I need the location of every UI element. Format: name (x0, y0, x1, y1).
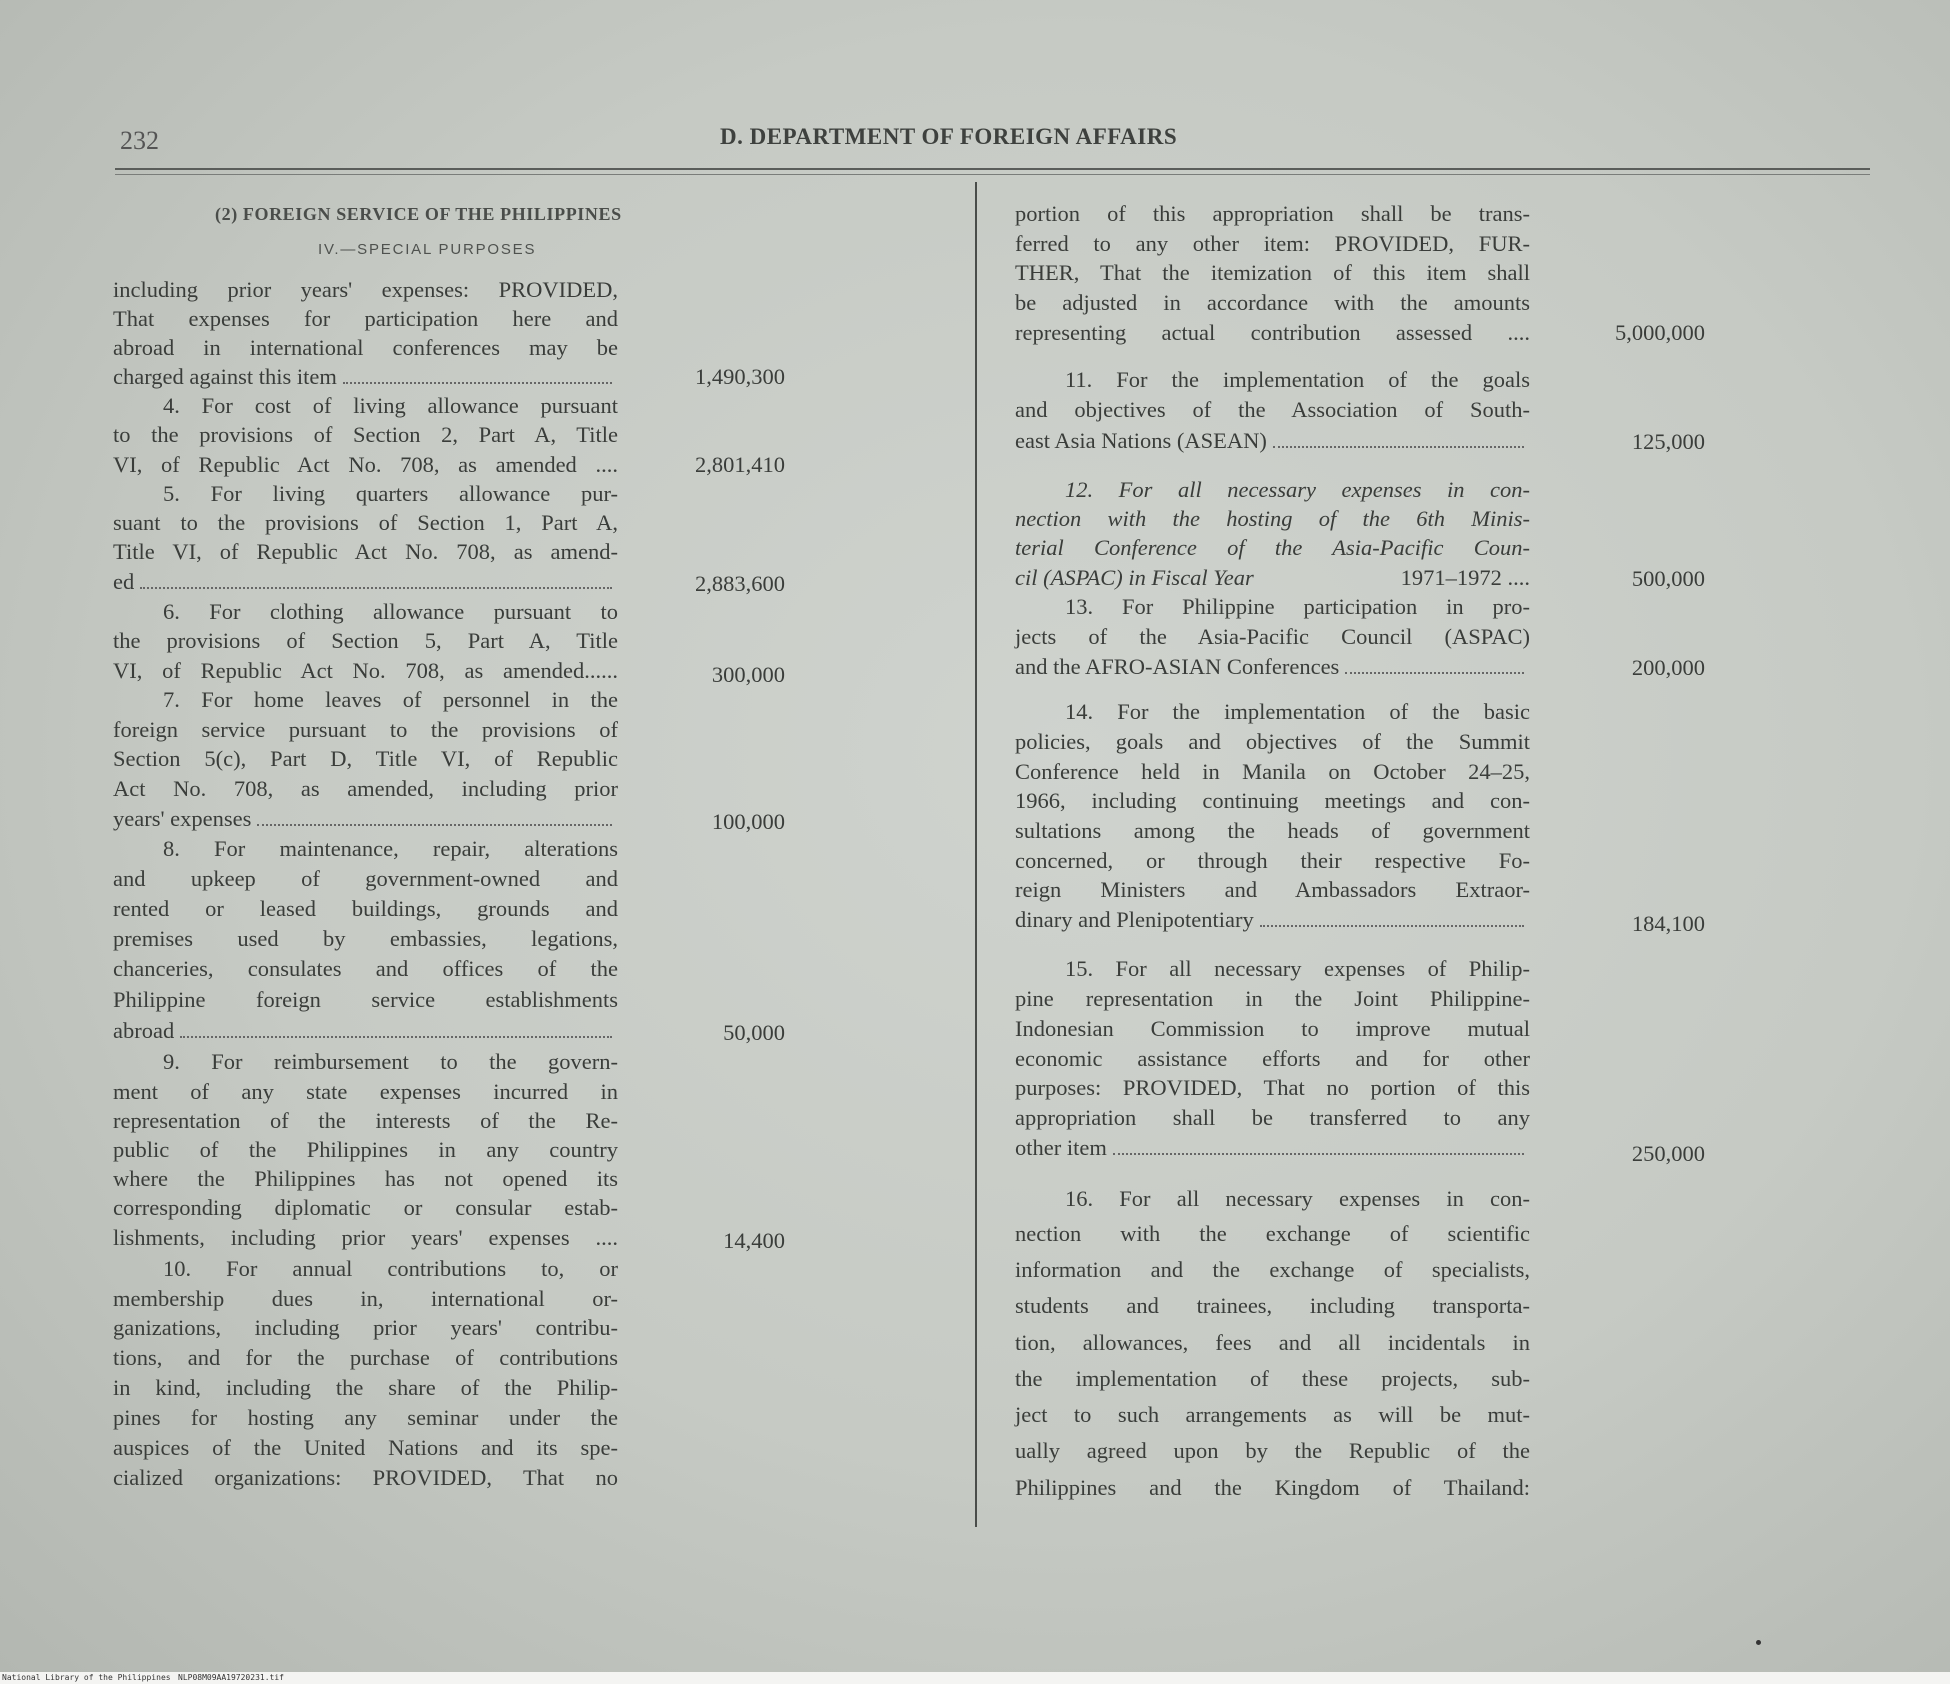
text-line: representation of the interests of the Re- (113, 1108, 618, 1133)
text-line: ment of any state expenses incurred in (113, 1079, 618, 1104)
text-line: 14. For the implementation of the basic (1065, 699, 1530, 724)
text-line: the implementation of these projects, sub- (1015, 1366, 1530, 1391)
text-line: 6. For clothing allowance pursuant to (163, 599, 618, 624)
text-line: premises used by embassies, legations, (113, 926, 618, 951)
column-divider (975, 182, 977, 1527)
text-line: purposes: PROVIDED, That no portion of this (1015, 1075, 1530, 1100)
text-line: east Asia Nations (ASEAN) (1015, 427, 1530, 455)
text-line: VI, of Republic Act No. 708, as amended...... (113, 658, 618, 683)
footer-library: National Library of the Philippines (2, 1673, 171, 1682)
text-line: Act No. 708, as amended, including prior (113, 776, 618, 801)
amount: 500,000 (1631, 566, 1705, 591)
text-line: lishments, including prior years' expenses .... (113, 1225, 618, 1250)
text-line: That expenses for participation here and (113, 306, 618, 331)
text-line: ferred to any other item: PROVIDED, FUR- (1015, 231, 1530, 256)
text-line: sultations among the heads of government (1015, 818, 1530, 843)
text-line: and the AFRO-ASIAN Conferences (1015, 653, 1530, 681)
text-line: in kind, including the share of the Philip- (113, 1375, 618, 1400)
text-line: rented or leased buildings, grounds and (113, 896, 618, 921)
page-number: 232 (120, 126, 159, 155)
text-line: policies, goals and objectives of the Summit (1015, 729, 1530, 754)
text-line: to the provisions of Section 2, Part A, Title (113, 422, 618, 447)
text-line: Indonesian Commission to improve mutual (1015, 1016, 1530, 1041)
text-line: THER, That the itemization of this item shall (1015, 260, 1530, 285)
text-line: concerned, or through their respective Fo- (1015, 848, 1530, 873)
text-line: public of the Philippines in any country (113, 1137, 618, 1162)
text-line: abroad in international conferences may be (113, 335, 618, 360)
amount: 125,000 (1631, 429, 1705, 454)
text-line: ed (113, 568, 618, 596)
text-line: 13. For Philippine participation in pro- (1065, 594, 1530, 619)
header-rule (115, 168, 1870, 170)
text-line: 5. For living quarters allowance pur- (163, 481, 618, 506)
text-line: be adjusted in accordance with the amounts (1015, 290, 1530, 315)
amount: 2,883,600 (695, 571, 785, 596)
text-line: Philippines and the Kingdom of Thailand: (1015, 1475, 1530, 1500)
text-line: pines for hosting any seminar under the (113, 1405, 618, 1430)
text-line: economic assistance efforts and for other (1015, 1046, 1530, 1071)
scan-speck (1756, 1640, 1761, 1645)
amount: 2,801,410 (695, 452, 785, 477)
text-line: auspices of the United Nations and its spe- (113, 1435, 618, 1460)
footer-file: NLP08M09AA19720231.tif (178, 1673, 284, 1682)
scan-footer (0, 1672, 1950, 1684)
text-line: 16. For all necessary expenses in con- (1065, 1186, 1530, 1211)
header-rule-thin (115, 174, 1870, 175)
text-line: where the Philippines has not opened its (113, 1166, 618, 1191)
amount: 300,000 (711, 662, 785, 687)
text-line: information and the exchange of specialists, (1015, 1257, 1530, 1282)
text-line: pine representation in the Joint Philippine- (1015, 986, 1530, 1011)
text-line: nection with the exchange of scientific (1015, 1221, 1530, 1246)
text-line: membership dues in, international or- (113, 1286, 618, 1311)
text-line: Philippine foreign service establishments (113, 987, 618, 1012)
text-line: abroad (113, 1017, 618, 1045)
text-line: chanceries, consulates and offices of the (113, 956, 618, 981)
section-subtitle: IV.—SPECIAL PURPOSES (318, 241, 537, 258)
text-line: including prior years' expenses: PROVIDED, (113, 277, 618, 302)
text-line: ganizations, including prior years' contribu- (113, 1315, 618, 1340)
amount: 5,000,000 (1615, 320, 1705, 345)
text-line: tion, allowances, fees and all incidentals in (1015, 1330, 1530, 1355)
text-line: Conference held in Manila on October 24–25, (1015, 759, 1530, 784)
amount: 200,000 (1631, 655, 1705, 680)
text-line: ually agreed upon by the Republic of the (1015, 1438, 1530, 1463)
text-line: 4. For cost of living allowance pursuant (163, 393, 618, 418)
text-line: reign Ministers and Ambassadors Extraor- (1015, 877, 1530, 902)
text-line: 11. For the implementation of the goals (1065, 367, 1530, 392)
text-line: suant to the provisions of Section 1, Part A, (113, 510, 618, 535)
text-line: the provisions of Section 5, Part A, Title (113, 628, 618, 653)
text-line: 15. For all necessary expenses of Philip- (1065, 956, 1530, 981)
text-line: corresponding diplomatic or consular estab- (113, 1195, 618, 1220)
text-line: ject to such arrangements as will be mut- (1015, 1402, 1530, 1427)
text-line: VI, of Republic Act No. 708, as amended .... (113, 452, 618, 477)
text-line: Section 5(c), Part D, Title VI, of Republic (113, 746, 618, 771)
amount: 100,000 (711, 809, 785, 834)
text-line: cialized organizations: PROVIDED, That no (113, 1465, 618, 1490)
text-line: tions, and for the purchase of contributions (113, 1345, 618, 1370)
text-line: 8. For maintenance, repair, alterations (163, 836, 618, 861)
amount: 50,000 (723, 1020, 785, 1045)
text-line: 7. For home leaves of personnel in the (163, 687, 618, 712)
section-title: (2) FOREIGN SERVICE OF THE PHILIPPINES (215, 204, 622, 224)
text-line: other item (1015, 1134, 1530, 1162)
amount: 1,490,300 (695, 364, 785, 389)
text-line: portion of this appropriation shall be trans- (1015, 201, 1530, 226)
text-line: foreign service pursuant to the provisions of (113, 717, 618, 742)
amount: 184,100 (1631, 911, 1705, 936)
text-line: 12. For all necessary expenses in con- (1065, 477, 1530, 502)
text-line: jects of the Asia-Pacific Council (ASPAC) (1015, 624, 1530, 649)
text-line: and upkeep of government-owned and (113, 866, 618, 891)
text-line: nection with the hosting of the 6th Minis- (1015, 506, 1530, 531)
text-line: 10. For annual contributions to, or (163, 1256, 618, 1281)
amount: 250,000 (1631, 1141, 1705, 1166)
text-line: charged against this item (113, 363, 618, 391)
text-line: terial Conference of the Asia-Pacific Coun- (1015, 535, 1530, 560)
running-title: D. DEPARTMENT OF FOREIGN AFFAIRS (720, 124, 1178, 149)
text-line: dinary and Plenipotentiary (1015, 906, 1530, 934)
text-line: 1966, including continuing meetings and con- (1015, 788, 1530, 813)
text-line: Title VI, of Republic Act No. 708, as amend- (113, 539, 618, 564)
text-line: cil (ASPAC) in Fiscal Year 1971–1972 .... (1015, 565, 1530, 590)
text-line: students and trainees, including transporta- (1015, 1293, 1530, 1318)
text-line: and objectives of the Association of South- (1015, 397, 1530, 422)
text-line: appropriation shall be transferred to any (1015, 1105, 1530, 1130)
text-line: representing actual contribution assessed .... (1015, 320, 1530, 345)
text-line: years' expenses (113, 805, 618, 833)
text-line: 9. For reimbursement to the govern- (163, 1049, 618, 1074)
amount: 14,400 (723, 1228, 785, 1253)
